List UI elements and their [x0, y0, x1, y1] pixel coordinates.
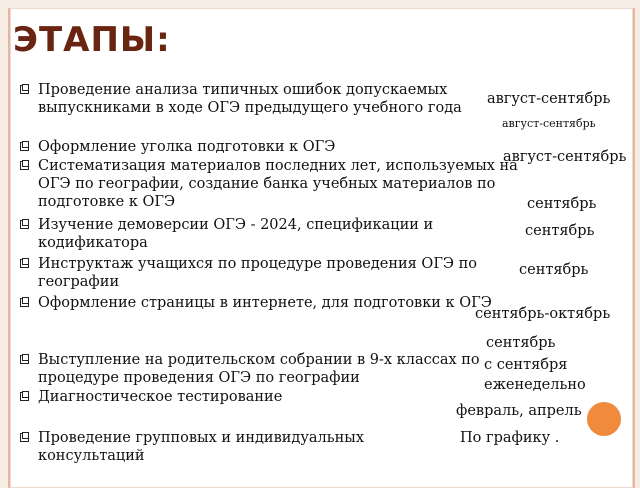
list-item	[20, 351, 518, 387]
date-label: август-сентябрь	[502, 117, 596, 130]
list-item	[20, 429, 418, 465]
square-bullet-icon	[20, 142, 29, 151]
date-label: февраль, апрель	[456, 403, 582, 419]
list-item-text: Выступление на родительском собрании в 9-х классах по процедуре проведения ОГЭ по географии	[38, 352, 480, 386]
date-label: По графику .	[460, 430, 560, 446]
date-label: с сентября	[484, 357, 568, 373]
list-item	[20, 255, 518, 291]
date-label: сентябрь-октябрь	[475, 306, 611, 322]
date-label: август-сентябрь	[503, 149, 627, 165]
list-item	[20, 81, 518, 117]
list-item-text: Оформление страницы в интернете, для подготовки к ОГЭ	[38, 295, 492, 311]
list-item-text: Проведение анализа типичных ошибок допускаемых выпускниками в ходе ОГЭ предыдущего учебного года	[38, 82, 462, 116]
square-bullet-icon	[20, 433, 29, 442]
slide-title: ЭТАПЫ:	[13, 20, 171, 60]
square-bullet-icon	[20, 392, 29, 401]
square-bullet-icon	[20, 161, 29, 170]
list-item	[20, 216, 518, 252]
date-label: еженедельно	[484, 377, 586, 393]
square-bullet-icon	[20, 259, 29, 268]
list-item-text: Изучение демоверсии ОГЭ - 2024, спецификации и кодификатора	[38, 217, 434, 251]
square-bullet-icon	[20, 355, 29, 364]
date-label: август-сентябрь	[487, 91, 611, 107]
date-label: сентябрь	[525, 223, 595, 239]
date-label: сентябрь	[527, 196, 597, 212]
list-item-text: Диагностическое тестирование	[38, 389, 283, 405]
orange-circle-decoration	[587, 402, 621, 436]
list-item-text: Проведение групповых и индивидуальных консультаций	[38, 430, 365, 464]
square-bullet-icon	[20, 85, 29, 94]
list-item	[20, 294, 518, 312]
square-bullet-icon	[20, 298, 29, 307]
square-bullet-icon	[20, 220, 29, 229]
list-item	[20, 388, 518, 406]
date-label: сентябрь	[519, 262, 589, 278]
list-item-text: Систематизация материалов последних лет, используемых на ОГЭ по географии, создание банка учебных материалов по подготовке к ОГЭ	[38, 158, 518, 210]
list-item	[20, 138, 518, 156]
list-item-text: Оформление уголка подготовки к ОГЭ	[38, 139, 336, 155]
list-item	[20, 157, 518, 211]
date-label: сентябрь	[486, 335, 556, 351]
list-item-text: Инструктаж учащихся по процедуре проведения ОГЭ по географии	[38, 256, 478, 290]
